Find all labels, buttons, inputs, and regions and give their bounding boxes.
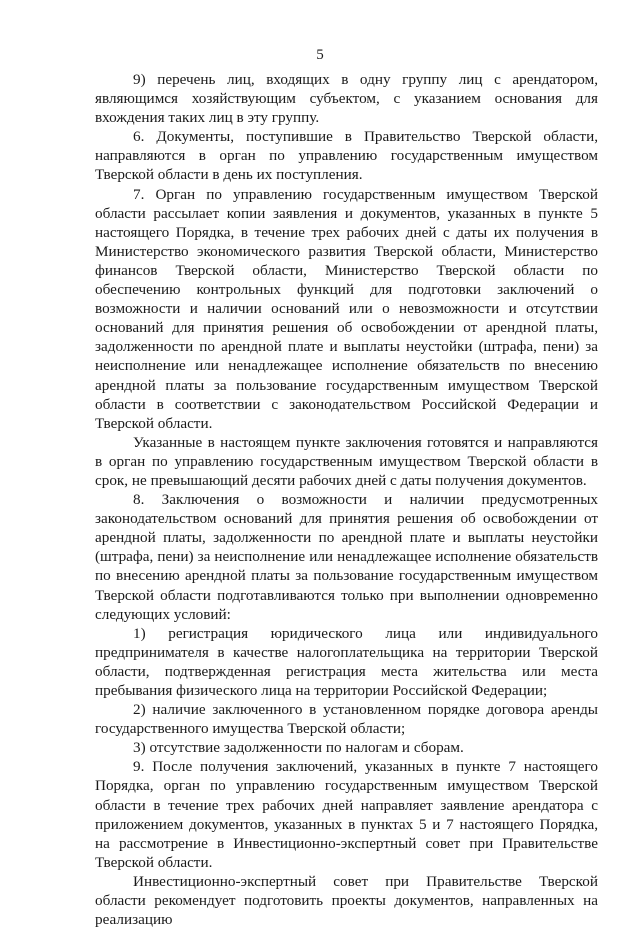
paragraph-point-7: 7. Орган по управлению государственным имуществом Тверской области рассылает копии заявления и документов, указанных в пункте 5 настоящего Порядка, в течение трех рабочих дней с даты их получения в Министерство экономического развития Тверской области, Министерство финансов Тверской области, Министерство Тверской области по обеспечению контрольных функций для подготовки заключений о возможности и наличии оснований или о невозможности и отсутствии оснований для принятия решения об освобождении от арендной платы, задолженности по арендной плате и выплаты неустойки (штрафа, пени) за неисполнение или ненадлежащее исполнение обязательств по внесению арендной платы за пользование государственным имуществом Тверской области в соответствии с законодательством Российской Федерации и Тверской области. bbox=[95, 185, 598, 432]
paragraph-condition-2: 2) наличие заключенного в установленном порядке договора аренды государственного имущества Тверской области; bbox=[95, 701, 598, 738]
paragraph-condition-1: 1) регистрация юридического лица или индивидуального предпринимателя в качестве налогоплательщика на территории Тверской области, подтвержденная регистрация места жительства или места пребывания физического лица на территории Российской Федерации; bbox=[95, 624, 598, 699]
page-number: 5 bbox=[316, 47, 324, 63]
paragraph-point-6: 6. Документы, поступившие в Правительство Тверской области, направляются в орган по управлению государственным имуществом Тверской области в день их поступления. bbox=[95, 128, 598, 184]
page-body bbox=[95, 70, 598, 929]
paragraph-point-7-continuation: Указанные в настоящем пункте заключения готовятся и направляются в орган по управлению государственным имуществом Тверской области в срок, не превышающий десяти рабочих дней с даты получения документов. bbox=[95, 433, 598, 489]
paragraph-condition-3: 3) отсутствие задолженности по налогам и сборам. bbox=[133, 739, 464, 757]
paragraph-point-8: 8. Заключения о возможности и наличии предусмотренных законодательством оснований для принятия решения об освобождении от арендной платы, задолженности по арендной плате и выплаты неустойки (штрафа, пени) за неисполнение или ненадлежащее исполнение обязательств по внесению арендной платы за пользование государственным имуществом Тверской области подготавливаются только при выполнении одновременно следующих условий: bbox=[95, 491, 598, 623]
paragraph-council-recommendation: Инвестиционно-экспертный совет при Правительстве Тверской области рекомендует подготовить проекты документов, направленных на реализацию bbox=[95, 872, 598, 929]
paragraph-point-9: 9. После получения заключений, указанных в пункте 7 настоящего Порядка, орган по управлению государственным имуществом Тверской области в течение трех рабочих дней направляет заявление арендатора с приложением документов, указанных в пунктах 5 и 7 настоящего Порядка, на рассмотрение в Инвестиционно-экспертный совет при Правительстве Тверской области. bbox=[95, 758, 598, 871]
paragraph-item-9: 9) перечень лиц, входящих в одну группу лиц с арендатором, являющимся хозяйствующим субъектом, с указанием основания для вхождения таких лиц в эту группу. bbox=[95, 71, 598, 127]
